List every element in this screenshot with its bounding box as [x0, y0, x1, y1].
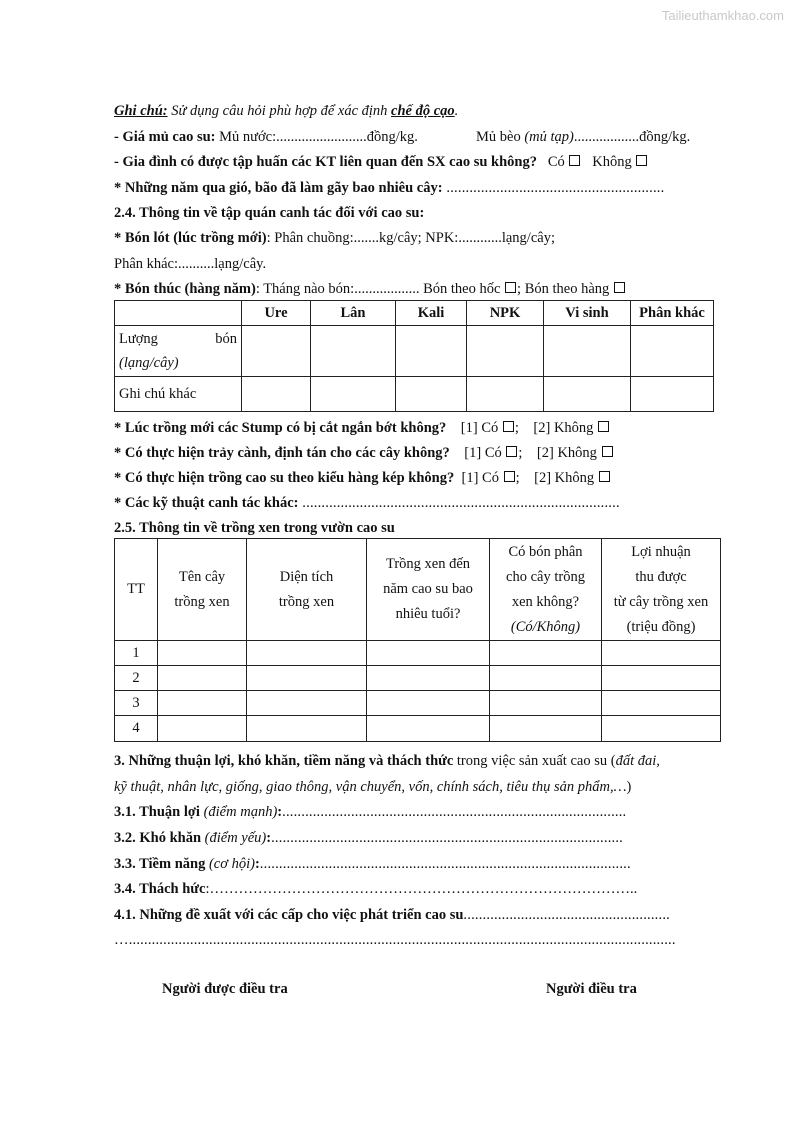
h-area-2: trồng xen	[278, 593, 335, 610]
intercrop-header-area	[247, 539, 367, 641]
intercrop-cell[interactable]	[367, 666, 490, 691]
section-3-text: trong việc sản xuất cao su (	[453, 753, 616, 769]
h-profit-4: (triệu đồng)	[626, 618, 696, 635]
section-3-line-1	[114, 752, 719, 770]
training-question: - Gia đình có được tập huấn các KT liên quan đến SX cao su không?	[114, 154, 537, 170]
weaknesses-colon: :	[266, 830, 272, 846]
interviewer-signature-label: Người điều tra	[546, 981, 637, 997]
fert-row-note-label: Ghi chú khác	[115, 377, 242, 412]
price-mixed-c: ..................đồng/kg.	[573, 129, 691, 145]
price-fresh: Mủ nước:.........................đồng/kg.	[215, 129, 418, 145]
intercrop-cell[interactable]	[490, 666, 602, 691]
strengths-line	[114, 803, 719, 821]
section-3-list: kỹ thuật, nhân lực, giống, giao thông, vận chuyển, vốn, chính sách, tiêu thụ sản phẩm,…	[114, 779, 627, 795]
h-fert-3: xen không?	[511, 593, 580, 610]
double-yes-checkbox[interactable]	[504, 471, 515, 482]
proposals-label: 4.1. Những đề xuất với các cấp cho việc phát triển cao su	[114, 907, 464, 923]
training-yes-checkbox[interactable]	[569, 155, 580, 166]
intercrop-cell[interactable]	[602, 691, 721, 716]
row-number: 1	[115, 641, 158, 666]
fert-header-blank	[115, 301, 242, 326]
intercrop-header-profit	[602, 539, 721, 641]
fert-cell[interactable]	[467, 377, 544, 412]
h-age-1: Trồng xen đến	[385, 556, 471, 572]
intercrop-cell[interactable]	[490, 641, 602, 666]
strengths-colon: :	[277, 804, 283, 820]
fert-cell[interactable]	[544, 377, 631, 412]
h-age-3: nhiêu tuổi?	[395, 606, 461, 622]
h-name-1: Tên cây	[178, 568, 226, 585]
strengths-label: 3.1. Thuận lợi	[114, 804, 200, 820]
topdress-row-label: ; Bón theo hàng	[517, 281, 610, 297]
stump-yes-label: [1] Có	[460, 420, 499, 436]
row-number: 2	[115, 666, 158, 691]
fert-cell[interactable]	[311, 326, 396, 377]
double-yes-label: [1] Có	[461, 470, 499, 486]
prune-no-checkbox[interactable]	[602, 446, 613, 457]
section-3-line-2	[114, 778, 719, 796]
proposals-line-2	[114, 931, 719, 949]
potential-colon: :	[254, 856, 260, 872]
challenges-line	[114, 880, 719, 898]
proposals-line	[114, 906, 719, 924]
training-no-label: Không	[592, 154, 632, 170]
note-end: .	[454, 103, 459, 119]
fert-cell[interactable]	[242, 377, 311, 412]
proposals-dots-2[interactable]: …...............................................................................................................................................	[114, 932, 676, 948]
double-no-label: [2] Không	[534, 470, 595, 486]
watermark: Tailieuthamkhao.com	[661, 8, 784, 23]
fert-amount-a: Lượng	[119, 331, 158, 347]
h-age-2: năm cao su bao	[383, 581, 473, 597]
storm-line	[114, 179, 719, 197]
fert-cell[interactable]	[396, 377, 467, 412]
fert-cell[interactable]	[544, 326, 631, 377]
fert-cell[interactable]	[396, 326, 467, 377]
intercrop-cell[interactable]	[247, 691, 367, 716]
weaknesses-dots[interactable]: ............................................................................................	[271, 830, 624, 846]
row-number: 3	[115, 691, 158, 716]
fert-header-visinh: Vi sinh	[544, 301, 631, 326]
table-row	[115, 716, 721, 742]
intercrop-cell[interactable]	[490, 691, 602, 716]
weaknesses-line	[114, 829, 719, 847]
respondent-signature-label: Người được điều tra	[162, 981, 288, 997]
strengths-dots[interactable]: ..........................................................................................	[282, 804, 627, 820]
storm-question: * Những năm qua gió, bão đã làm gãy bao nhiêu cây:	[114, 180, 443, 196]
prune-question: * Có thực hiện trảy cành, định tán cho các cây không?	[114, 445, 450, 461]
intercrop-cell[interactable]	[490, 716, 602, 742]
challenges-label: 3.4. Thách hức	[114, 881, 206, 897]
note-line	[114, 102, 719, 120]
prune-yes-label: [1] Có	[464, 445, 502, 461]
table-row	[115, 666, 721, 691]
note-label: Ghi chú:	[114, 103, 168, 119]
intercrop-cell[interactable]	[158, 666, 247, 691]
intercrop-cell[interactable]	[602, 716, 721, 742]
prune-no-label: [2] Không	[536, 445, 597, 461]
fert-amount-b: bón	[215, 331, 237, 347]
fert-cell[interactable]	[242, 326, 311, 377]
table-row	[115, 691, 721, 716]
other-tech-line	[114, 494, 719, 512]
intercrop-cell[interactable]	[367, 641, 490, 666]
fert-header-kali: Kali	[396, 301, 467, 326]
topdress-row-checkbox[interactable]	[614, 282, 625, 293]
training-no-checkbox[interactable]	[636, 155, 647, 166]
price-label: - Giá mủ cao su:	[114, 129, 216, 145]
section-2-4-heading	[114, 204, 719, 222]
intercrop-cell[interactable]	[367, 691, 490, 716]
h-profit-3: từ cây trồng xen	[613, 593, 709, 610]
h-profit-2: thu được	[635, 568, 687, 585]
basal-text[interactable]: : Phân chuồng:.......kg/cây; NPK:............lạng/cây;	[266, 230, 555, 246]
fert-cell[interactable]	[311, 377, 396, 412]
topdress-text[interactable]: : Tháng nào bón:.................. Bón theo hốc	[255, 281, 501, 297]
intercrop-cell[interactable]	[602, 641, 721, 666]
fert-header-npk: NPK	[467, 301, 544, 326]
intercrop-header-name	[158, 539, 247, 641]
intercrop-cell[interactable]	[158, 691, 247, 716]
basal-label: * Bón lót (lúc trồng mới)	[114, 230, 267, 246]
potential-label: 3.3. Tiềm năng	[114, 856, 206, 872]
stump-yes-checkbox[interactable]	[503, 421, 514, 432]
other-tech-question: * Các kỹ thuật canh tác khác:	[114, 495, 299, 511]
fert-header-lan: Lân	[311, 301, 396, 326]
prune-line: * Có thực hiện trảy cành, định tán cho các cây không? [1] Có ; [2] Không	[114, 444, 719, 462]
h-area-1: Diện tích	[279, 568, 334, 585]
section-3-heading: 3. Những thuận lợi, khó khăn, tiềm năng và thách thức	[114, 753, 454, 769]
weaknesses-em: (điểm yếu)	[201, 830, 267, 846]
fert-cell[interactable]	[467, 326, 544, 377]
fert-cell[interactable]	[631, 377, 714, 412]
intercrop-cell[interactable]	[367, 716, 490, 742]
weaknesses-label: 3.2. Khó khăn	[114, 830, 202, 846]
proposals-dots[interactable]: ......................................................	[463, 907, 670, 923]
fert-header-other: Phân khác	[631, 301, 714, 326]
latex-price-line	[114, 128, 719, 146]
note-emphasis: chế độ cạo	[391, 103, 455, 119]
stump-no-label: [2] Không	[533, 420, 594, 436]
intercrop-table	[114, 538, 721, 742]
intercrop-cell[interactable]	[247, 666, 367, 691]
prune-yes-checkbox[interactable]	[506, 446, 517, 457]
strengths-em: (điểm mạnh)	[199, 804, 278, 820]
basal-line	[114, 229, 719, 247]
h-fert-4: (Có/Không)	[510, 618, 581, 635]
price-mixed-b: (mủ tạp)	[524, 129, 574, 145]
intercrop-cell[interactable]	[247, 641, 367, 666]
double-no-checkbox[interactable]	[599, 471, 610, 482]
topdress-label: * Bón thúc (hàng năm)	[114, 281, 256, 297]
potential-em: (cơ hội)	[205, 856, 255, 872]
training-yes-label: Có	[547, 154, 565, 170]
storm-dots[interactable]: .........................................................	[442, 180, 665, 196]
h-fert-2: cho cây trồng	[506, 568, 585, 585]
row-number: 4	[115, 716, 158, 742]
basal-other[interactable]: Phân khác:..........lạng/cây.	[114, 256, 267, 272]
intercrop-header-fert	[490, 539, 602, 641]
double-row-question: * Có thực hiện trồng cao su theo kiểu hàng kép không?	[114, 470, 455, 486]
training-line	[114, 153, 719, 171]
stump-line: * Lúc trồng mới các Stump có bị cắt ngắn bớt không? [1] Có ; [2] Không	[114, 419, 719, 437]
intercrop-header-age	[367, 539, 490, 641]
intercrop-cell[interactable]	[158, 716, 247, 742]
section-2-5-heading	[114, 519, 719, 537]
table-row	[115, 641, 721, 666]
challenges-dots[interactable]: :……………………………………………………………………………..	[205, 881, 638, 897]
section-2-4-text: 2.4. Thông tin về tập quán canh tác đối với cao su:	[114, 205, 425, 221]
double-row-line: * Có thực hiện trồng cao su theo kiểu hàng kép không? [1] Có ; [2] Không	[114, 469, 719, 487]
fert-cell[interactable]	[631, 326, 714, 377]
topdress-hole-checkbox[interactable]	[505, 282, 516, 293]
intercrop-cell[interactable]	[247, 716, 367, 742]
intercrop-cell[interactable]	[602, 666, 721, 691]
fertilizer-table	[114, 300, 714, 412]
section-3-em: đất đai,	[615, 753, 660, 769]
fert-header-ure: Ure	[242, 301, 311, 326]
fert-amount-unit: (lạng/cây)	[119, 355, 179, 371]
stump-no-checkbox[interactable]	[598, 421, 609, 432]
potential-dots[interactable]: .................................................................................................	[259, 856, 631, 872]
section-2-5-text: 2.5. Thông tin về trồng xen trong vườn cao su	[114, 520, 395, 536]
h-name-2: trồng xen	[174, 593, 230, 610]
h-profit-1: Lợi nhuận	[631, 543, 691, 560]
price-mixed	[476, 128, 690, 146]
stump-question: * Lúc trồng mới các Stump có bị cắt ngắn bớt không?	[114, 420, 447, 436]
other-tech-dots[interactable]: ...................................................................................	[298, 495, 620, 511]
fert-row-amount-label	[115, 326, 242, 377]
topdress-line	[114, 280, 719, 298]
note-text: Sử dụng câu hỏi phù hợp để xác định	[167, 103, 392, 119]
price-mixed-a: Mủ bèo	[476, 129, 525, 145]
intercrop-cell[interactable]	[158, 641, 247, 666]
potential-line	[114, 855, 719, 873]
h-fert-1: Có bón phân	[508, 543, 583, 560]
section-3-end: )	[626, 779, 632, 795]
intercrop-header-tt: TT	[115, 539, 158, 641]
basal-line-2	[114, 255, 719, 273]
